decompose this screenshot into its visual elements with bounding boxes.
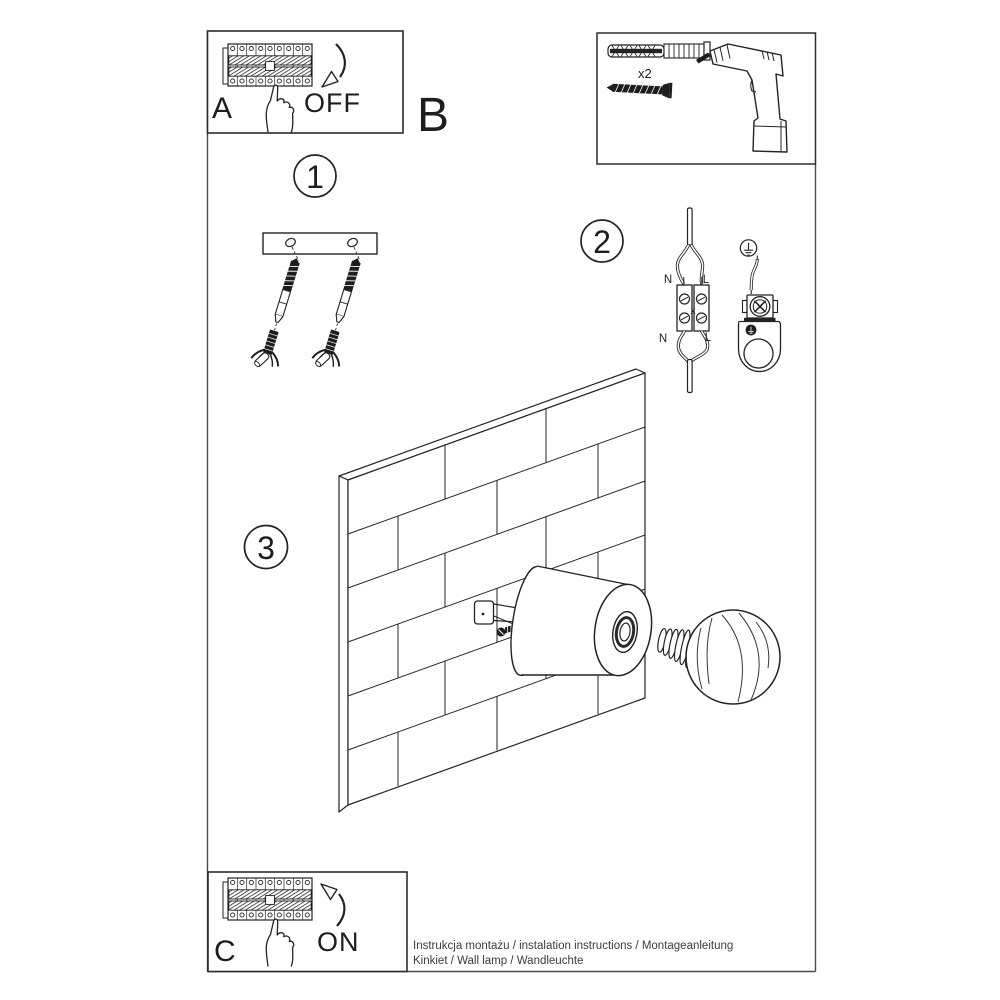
supply-cable-top [688,208,693,245]
light-bulb-illustration [654,610,780,704]
ground-symbol-icon [740,240,756,256]
grounding-illustration [739,240,781,372]
step-3-number: 3 [257,530,275,566]
screw-anchor-left [249,254,310,373]
wire-label-n-bottom: N [658,333,668,345]
step-2 [581,208,781,393]
power-off-label: OFF [304,88,361,118]
section-a-breaker-off [208,31,404,133]
bulb-globe [686,610,780,704]
connector-mark: x [690,306,696,317]
screw-anchor-right [310,254,371,373]
section-a-letter: A [212,92,233,125]
section-c-letter: C [214,935,236,968]
section-b-tools-box [597,33,816,164]
section-b-letter: B [417,89,450,142]
step-2-number: 2 [593,224,611,260]
mounting-bracket-illustration [263,233,377,261]
footer-line-2: Kinkiet / Wall lamp / Wandleuchte [413,955,584,967]
step-3 [245,369,781,812]
section-c-breaker-on [208,872,407,972]
step-1-badge [294,155,336,197]
wall-plug-illustration [608,42,710,60]
footer-line-1: Instrukcja montażu / instalation instructions / Montageanleitung [413,940,734,952]
breaker-panel-illustration [223,44,312,86]
power-on-label: ON [317,927,360,957]
lamp-bracket-part [739,295,781,372]
step-1-number: 1 [306,159,324,195]
step-1 [249,155,377,373]
wire-label-l-bottom: L [704,332,712,344]
wire-label-l-top: L [702,274,710,286]
step-3-badge [245,526,288,569]
wiring-illustration [659,208,712,393]
ground-screw-icon [746,325,757,336]
supply-cable-bottom [688,360,693,393]
footer [413,940,733,967]
wire-label-n-top: N [663,274,673,286]
bracket-large-hole [744,339,773,368]
step-2-badge [581,220,623,262]
anchor-quantity-label: x2 [638,66,652,81]
breaker-panel-illustration [223,878,312,920]
